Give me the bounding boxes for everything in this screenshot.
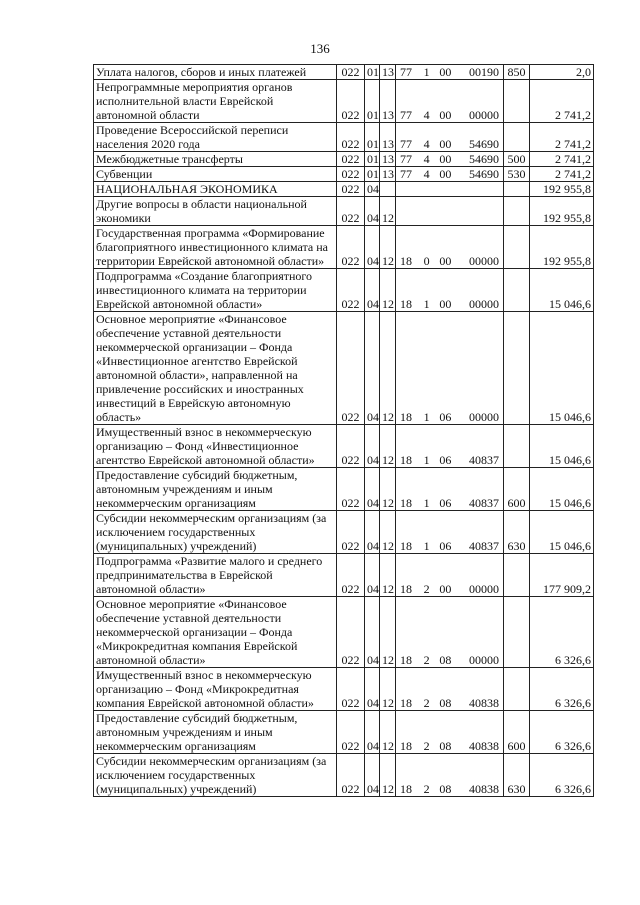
code-csr xyxy=(396,668,504,711)
code-gr: 022 xyxy=(337,123,365,152)
code-vr: 600 xyxy=(504,468,530,511)
csr-parts xyxy=(398,582,501,596)
item-name: Подпрограмма «Развитие малого и среднего предпринимательства в Еврейской автономной области» xyxy=(94,554,337,597)
code-rz: 04 xyxy=(365,226,380,269)
csr-part: 00000 xyxy=(468,582,499,596)
code-vr: 630 xyxy=(504,511,530,554)
code-gr: 022 xyxy=(337,711,365,754)
amount: 6 326,6 xyxy=(530,754,594,797)
csr-part: 1 xyxy=(423,496,430,510)
csr-part: 0 xyxy=(423,254,430,268)
amount: 2 741,2 xyxy=(530,152,594,167)
item-name: Непрограммные мероприятия органов исполнительной власти Еврейской автономной области xyxy=(94,80,337,123)
code-rz: 01 xyxy=(365,167,380,182)
code-rz: 04 xyxy=(365,668,380,711)
code-vr xyxy=(504,269,530,312)
csr-part: 00 xyxy=(439,152,452,166)
amount: 15 046,6 xyxy=(530,468,594,511)
code-csr xyxy=(396,597,504,668)
csr-part: 4 xyxy=(423,152,430,166)
csr-part: 2 xyxy=(423,782,430,796)
csr-part: 18 xyxy=(400,453,412,467)
code-gr: 022 xyxy=(337,182,365,197)
table-row xyxy=(94,754,594,797)
table-row xyxy=(94,425,594,468)
code-gr: 022 xyxy=(337,597,365,668)
code-vr xyxy=(504,554,530,597)
csr-part: 4 xyxy=(423,137,430,151)
csr-part: 18 xyxy=(400,539,412,553)
csr-part: 18 xyxy=(400,410,412,424)
csr-part: 40837 xyxy=(468,453,499,467)
code-rz: 01 xyxy=(365,123,380,152)
amount: 6 326,6 xyxy=(530,597,594,668)
code-pr: 12 xyxy=(380,269,396,312)
csr-part: 18 xyxy=(400,582,412,596)
table-row xyxy=(94,80,594,123)
code-pr: 13 xyxy=(380,80,396,123)
code-pr: 12 xyxy=(380,711,396,754)
code-vr xyxy=(504,80,530,123)
code-pr: 12 xyxy=(380,754,396,797)
code-pr: 12 xyxy=(380,668,396,711)
code-gr: 022 xyxy=(337,152,365,167)
table-row xyxy=(94,65,594,80)
code-rz: 04 xyxy=(365,425,380,468)
amount: 15 046,6 xyxy=(530,511,594,554)
amount: 2,0 xyxy=(530,65,594,80)
table-row xyxy=(94,511,594,554)
code-pr: 13 xyxy=(380,123,396,152)
code-csr xyxy=(396,80,504,123)
item-name: Основное мероприятие «Финансовое обеспечение уставной деятельности некоммерческой организации – Фонда «Микрокредитная компания Еврейской автономной области» xyxy=(94,597,337,668)
csr-parts xyxy=(398,696,501,710)
code-gr: 022 xyxy=(337,511,365,554)
csr-part: 18 xyxy=(400,254,412,268)
code-gr: 022 xyxy=(337,754,365,797)
item-name: Уплата налогов, сборов и иных платежей xyxy=(94,65,337,80)
csr-part: 18 xyxy=(400,297,412,311)
csr-part: 40837 xyxy=(468,539,499,553)
csr-part: 00190 xyxy=(468,65,499,79)
csr-parts xyxy=(398,496,501,510)
csr-part: 00 xyxy=(439,137,452,151)
table-body xyxy=(94,65,594,797)
csr-part: 18 xyxy=(400,496,412,510)
code-pr: 12 xyxy=(380,597,396,668)
table-row xyxy=(94,269,594,312)
code-gr: 022 xyxy=(337,167,365,182)
code-csr xyxy=(396,167,504,182)
csr-part: 00 xyxy=(439,254,452,268)
csr-part: 06 xyxy=(439,496,452,510)
table-row xyxy=(94,197,594,226)
code-csr xyxy=(396,754,504,797)
code-gr: 022 xyxy=(337,554,365,597)
amount: 2 741,2 xyxy=(530,123,594,152)
code-rz: 04 xyxy=(365,754,380,797)
code-rz: 01 xyxy=(365,65,380,80)
item-name: Межбюджетные трансферты xyxy=(94,152,337,167)
code-pr xyxy=(380,182,396,197)
csr-parts xyxy=(398,108,501,122)
csr-parts xyxy=(398,782,501,796)
csr-parts xyxy=(398,453,501,467)
code-pr: 12 xyxy=(380,511,396,554)
csr-part: 18 xyxy=(400,696,412,710)
csr-part: 77 xyxy=(400,167,412,181)
code-rz: 01 xyxy=(365,152,380,167)
item-name: Субвенции xyxy=(94,167,337,182)
csr-part: 18 xyxy=(400,739,412,753)
item-name: Субсидии некоммерческим организациям (за исключением государственных (муниципальных) учреждений) xyxy=(94,754,337,797)
code-rz: 04 xyxy=(365,468,380,511)
csr-part: 4 xyxy=(423,108,430,122)
code-csr xyxy=(396,152,504,167)
code-csr xyxy=(396,226,504,269)
csr-part: 00 xyxy=(439,297,452,311)
code-rz: 04 xyxy=(365,511,380,554)
csr-part: 00 xyxy=(439,108,452,122)
csr-part: 2 xyxy=(423,582,430,596)
table-row xyxy=(94,152,594,167)
code-pr: 12 xyxy=(380,312,396,425)
item-name: Подпрограмма «Создание благоприятного инвестиционного климата на территории Еврейской автономной области» xyxy=(94,269,337,312)
code-vr xyxy=(504,226,530,269)
csr-part: 00000 xyxy=(468,653,499,667)
csr-parts xyxy=(398,410,501,424)
amount: 192 955,8 xyxy=(530,226,594,269)
table-row xyxy=(94,167,594,182)
code-pr: 12 xyxy=(380,468,396,511)
code-pr: 12 xyxy=(380,425,396,468)
amount: 15 046,6 xyxy=(530,425,594,468)
csr-part: 77 xyxy=(400,152,412,166)
csr-part: 40838 xyxy=(468,739,499,753)
table-row xyxy=(94,711,594,754)
csr-part: 54690 xyxy=(468,137,499,151)
csr-part: 00 xyxy=(439,582,452,596)
csr-part: 00000 xyxy=(468,254,499,268)
csr-part: 2 xyxy=(423,739,430,753)
code-gr: 022 xyxy=(337,425,365,468)
code-rz: 01 xyxy=(365,80,380,123)
code-gr: 022 xyxy=(337,65,365,80)
amount: 15 046,6 xyxy=(530,269,594,312)
code-rz: 04 xyxy=(365,312,380,425)
csr-part: 18 xyxy=(400,782,412,796)
code-vr xyxy=(504,182,530,197)
code-vr: 500 xyxy=(504,152,530,167)
amount: 177 909,2 xyxy=(530,554,594,597)
code-gr: 022 xyxy=(337,197,365,226)
code-vr xyxy=(504,123,530,152)
code-vr: 530 xyxy=(504,167,530,182)
code-vr xyxy=(504,668,530,711)
item-name: Предоставление субсидий бюджетным, автономным учреждениям и иным некоммерческим организациям xyxy=(94,711,337,754)
csr-part: 1 xyxy=(423,539,430,553)
csr-part: 08 xyxy=(439,739,452,753)
csr-part: 00000 xyxy=(468,410,499,424)
csr-part: 77 xyxy=(400,137,412,151)
csr-part: 1 xyxy=(423,297,430,311)
csr-part: 2 xyxy=(423,653,430,667)
csr-part: 06 xyxy=(439,410,452,424)
code-gr: 022 xyxy=(337,668,365,711)
budget-table xyxy=(93,64,594,797)
csr-parts xyxy=(398,254,501,268)
code-gr: 022 xyxy=(337,80,365,123)
code-vr: 600 xyxy=(504,711,530,754)
code-pr: 12 xyxy=(380,197,396,226)
table-row xyxy=(94,597,594,668)
csr-part: 1 xyxy=(423,410,430,424)
csr-part: 77 xyxy=(400,65,412,79)
code-pr: 12 xyxy=(380,226,396,269)
table-row xyxy=(94,226,594,269)
csr-part: 00000 xyxy=(468,108,499,122)
amount: 6 326,6 xyxy=(530,668,594,711)
code-csr xyxy=(396,711,504,754)
item-name: Субсидии некоммерческим организациям (за исключением государственных (муниципальных) учреждений) xyxy=(94,511,337,554)
csr-part: 06 xyxy=(439,539,452,553)
csr-part: 1 xyxy=(423,453,430,467)
code-vr xyxy=(504,197,530,226)
code-csr xyxy=(396,65,504,80)
item-name: Имущественный взнос в некоммерческую организацию – Фонд «Микрокредитная компания Еврейской автономной области» xyxy=(94,668,337,711)
code-gr: 022 xyxy=(337,468,365,511)
csr-parts xyxy=(398,65,501,79)
csr-part: 00000 xyxy=(468,297,499,311)
item-name: Проведение Всероссийской переписи населения 2020 года xyxy=(94,123,337,152)
csr-part: 40838 xyxy=(468,782,499,796)
csr-part: 08 xyxy=(439,696,452,710)
code-csr xyxy=(396,123,504,152)
csr-part: 2 xyxy=(423,696,430,710)
csr-part: 1 xyxy=(423,65,430,79)
code-pr: 13 xyxy=(380,152,396,167)
item-name: НАЦИОНАЛЬНАЯ ЭКОНОМИКА xyxy=(94,182,337,197)
table-row xyxy=(94,312,594,425)
code-rz: 04 xyxy=(365,554,380,597)
code-gr: 022 xyxy=(337,226,365,269)
csr-parts xyxy=(398,739,501,753)
code-csr xyxy=(396,425,504,468)
code-vr xyxy=(504,597,530,668)
code-csr xyxy=(396,312,504,425)
code-rz: 04 xyxy=(365,597,380,668)
amount: 192 955,8 xyxy=(530,182,594,197)
code-csr xyxy=(396,269,504,312)
csr-part: 54690 xyxy=(468,152,499,166)
code-rz: 04 xyxy=(365,711,380,754)
code-rz: 04 xyxy=(365,197,380,226)
code-vr xyxy=(504,312,530,425)
amount: 2 741,2 xyxy=(530,80,594,123)
csr-part: 00 xyxy=(439,65,452,79)
csr-part: 54690 xyxy=(468,167,499,181)
csr-part: 08 xyxy=(439,653,452,667)
table-row xyxy=(94,123,594,152)
code-csr xyxy=(396,468,504,511)
code-gr: 022 xyxy=(337,312,365,425)
csr-part: 18 xyxy=(400,653,412,667)
item-name: Основное мероприятие «Финансовое обеспечение уставной деятельности некоммерческой организации – Фонда «Инвестиционное агентство Еврейской автономной области», направленной на привлечение российских и иностранных инвестиций в Еврейскую автономную область» xyxy=(94,312,337,425)
table-row xyxy=(94,554,594,597)
code-vr: 630 xyxy=(504,754,530,797)
csr-part: 4 xyxy=(423,167,430,181)
code-csr xyxy=(396,554,504,597)
amount: 2 741,2 xyxy=(530,167,594,182)
item-name: Другие вопросы в области национальной экономики xyxy=(94,197,337,226)
amount: 15 046,6 xyxy=(530,312,594,425)
code-csr xyxy=(396,511,504,554)
table-row xyxy=(94,182,594,197)
item-name: Имущественный взнос в некоммерческую организацию – Фонд «Инвестиционное агентство Еврейской автономной области» xyxy=(94,425,337,468)
amount: 192 955,8 xyxy=(530,197,594,226)
code-pr: 13 xyxy=(380,65,396,80)
code-gr: 022 xyxy=(337,269,365,312)
item-name: Государственная программа «Формирование благоприятного инвестиционного климата на территории Еврейской автономной области» xyxy=(94,226,337,269)
code-pr: 12 xyxy=(380,554,396,597)
csr-parts xyxy=(398,653,501,667)
table-row xyxy=(94,668,594,711)
table-row xyxy=(94,468,594,511)
csr-parts xyxy=(398,539,501,553)
code-rz: 04 xyxy=(365,182,380,197)
csr-parts xyxy=(398,167,501,181)
csr-part: 40837 xyxy=(468,496,499,510)
csr-parts xyxy=(398,297,501,311)
code-vr: 850 xyxy=(504,65,530,80)
page-number: 136 xyxy=(310,41,330,56)
csr-parts xyxy=(398,152,501,166)
code-csr xyxy=(396,182,504,197)
csr-part: 00 xyxy=(439,167,452,181)
code-pr: 13 xyxy=(380,167,396,182)
code-vr xyxy=(504,425,530,468)
csr-part: 08 xyxy=(439,782,452,796)
amount: 6 326,6 xyxy=(530,711,594,754)
csr-part: 77 xyxy=(400,108,412,122)
item-name: Предоставление субсидий бюджетным, автономным учреждениям и иным некоммерческим организациям xyxy=(94,468,337,511)
csr-part: 06 xyxy=(439,453,452,467)
code-csr xyxy=(396,197,504,226)
csr-parts xyxy=(398,137,501,151)
csr-part: 40838 xyxy=(468,696,499,710)
code-rz: 04 xyxy=(365,269,380,312)
